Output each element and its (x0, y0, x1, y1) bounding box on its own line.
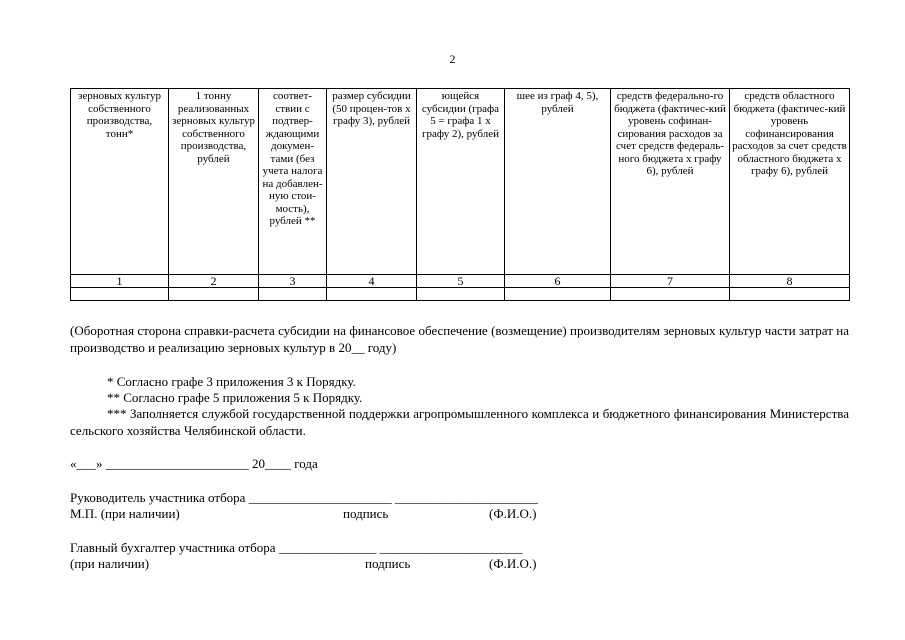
table-caption: (Оборотная сторона справки-расчета субсидии на финансовое обеспечение (возмещение) производителям зерновых культур части затрат на производство и реализацию зерновых культур в 20__ году) (70, 323, 849, 355)
column-number: 1 (71, 275, 169, 288)
empty-cell[interactable] (417, 288, 505, 301)
accountant-note: (при наличии) (70, 556, 150, 571)
subsidy-table (70, 88, 850, 301)
name-caption: (Ф.И.О.) (489, 556, 537, 571)
empty-cell[interactable] (259, 288, 327, 301)
head-signature-line: Руководитель участника отбора ______________________ ______________________ (70, 490, 538, 505)
footnote-1: * Согласно графе 3 приложения 3 к Порядку. (107, 374, 356, 389)
accountant-signature-line: Главный бухгалтер участника отбора _______________ ______________________ (70, 540, 523, 555)
header-col-1: зерновых культур собственного производства, тонн* (71, 89, 169, 275)
date-line: «___» ______________________ 20____ года (70, 456, 318, 471)
column-number: 2 (169, 275, 259, 288)
footnote-3: *** Заполняется службой государственной поддержки агропромышленного комплекса и бюджетного финансирования Министерства сельского хозяйства Челябинской области. (70, 406, 849, 438)
column-number: 3 (259, 275, 327, 288)
header-col-7: средств федерально-го бюджета (фактичес-кий уровень софинан-сирования расходов за счет средств федераль-ного бюджета х графу 6), рублей (611, 89, 730, 275)
column-number: 5 (417, 275, 505, 288)
empty-cell[interactable] (505, 288, 611, 301)
footnote-2: ** Согласно графе 5 приложения 5 к Порядку. (107, 390, 363, 405)
header-col-8: средств областного бюджета (фактичес-кий уровень софинансирования расходов за счет средств областного бюджета х графу 6), рублей (730, 89, 850, 275)
empty-cell[interactable] (730, 288, 850, 301)
column-number: 4 (327, 275, 417, 288)
header-col-4: размер субсидии (50 процен-тов х графу 3), рублей (327, 89, 417, 275)
empty-cell[interactable] (327, 288, 417, 301)
column-number: 8 (730, 275, 850, 288)
signature-caption: подпись (343, 506, 389, 521)
column-number: 6 (505, 275, 611, 288)
column-number: 7 (611, 275, 730, 288)
empty-cell[interactable] (169, 288, 259, 301)
name-caption: (Ф.И.О.) (489, 506, 537, 521)
header-col-3: соответ-ствии с подтвер-ждающими докумен-тами (без учета налога на добавлен-ную стои-мость), рублей ** (259, 89, 327, 275)
empty-cell[interactable] (71, 288, 169, 301)
header-col-5: ющейся субсидии (графа 5 = графа 1 х графу 2), рублей (417, 89, 505, 275)
page-number: 2 (449, 52, 456, 66)
stamp-label: М.П. (при наличии) (70, 506, 180, 521)
header-col-2: 1 тонну реализованных зерновых культур собственного производства, рублей (169, 89, 259, 275)
signature-caption: подпись (365, 556, 411, 571)
empty-cell[interactable] (611, 288, 730, 301)
header-col-6: шее из граф 4, 5), рублей (505, 89, 611, 275)
